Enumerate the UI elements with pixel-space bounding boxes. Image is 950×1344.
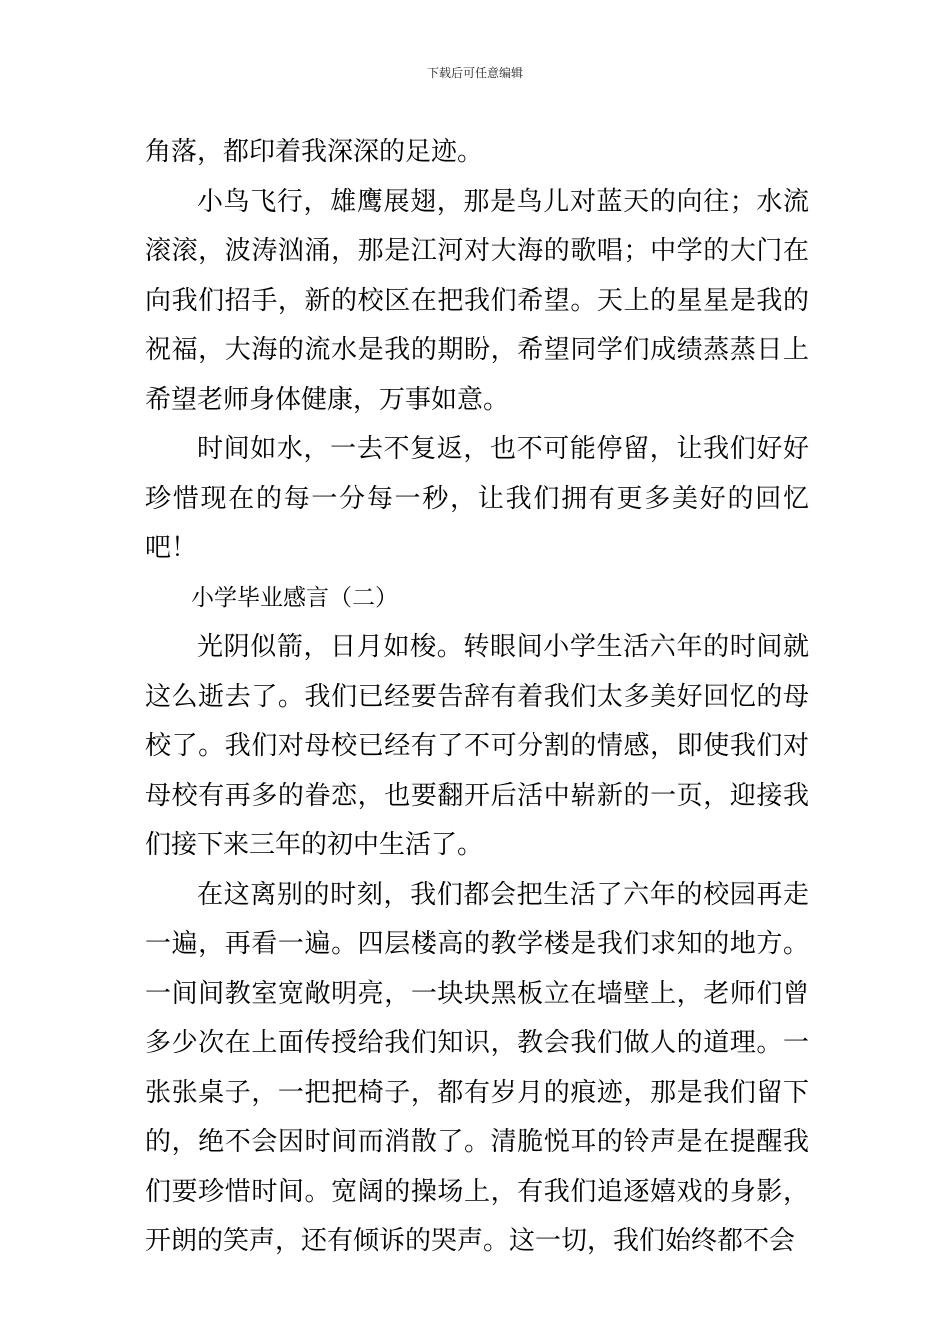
paragraph: 时间如水，一去不复返，也不可能停留，让我们好好珍惜现在的每一分每一秒，让我们拥有更多美好的回忆吧！ <box>145 434 809 563</box>
paragraph: 小鸟飞行，雄鹰展翅，那是鸟儿对蓝天的向往；水流滚滚，波涛汹涌，那是江河对大海的歌唱；中学的大门在向我们招手，新的校区在把我们希望。天上的星星是我的祝福，大海的流水是我的期盼，希望同学们成绩蒸蒸日上希望老师身体健康，万事如意。 <box>145 186 809 415</box>
paragraph: 在这离别的时刻，我们都会把生活了六年的校园再走一遍，再看一遍。四层楼高的教学楼是我们求知的地方。一间间教室宽敞明亮，一块块黑板立在墙壁上，老师们曾多少次在上面传授给我们知识，教会我们做人的道理。一张张桌子，一把把椅子，都有岁月的痕迹，那是我们留下的，绝不会因时间而消散了。清脆悦耳的铃声是在提醒我们要珍惜时间。宽阔的操场上，有我们追逐嬉戏的身影，开朗的笑声，还有倾诉的哭声。这一切，我们始终都不会 <box>145 879 809 1256</box>
page-header: 下载后可任意编辑 <box>426 66 523 80</box>
document-body <box>145 128 809 1267</box>
paragraph-continuation: 角落，都印着我深深的足迹。 <box>145 137 484 167</box>
paragraph: 光阴似箭，日月如梭。转眼间小学生活六年的时间就这么逝去了。我们已经要告辞有着我们太多美好回忆的母校了。我们对母校已经有了不可分割的情感，即使我们对母校有再多的眷恋，也要翻开后活中崭新的一页，迎接我们接下来三年的初中生活了。 <box>145 632 809 860</box>
section-heading: 小学毕业感言（二） <box>191 584 398 611</box>
